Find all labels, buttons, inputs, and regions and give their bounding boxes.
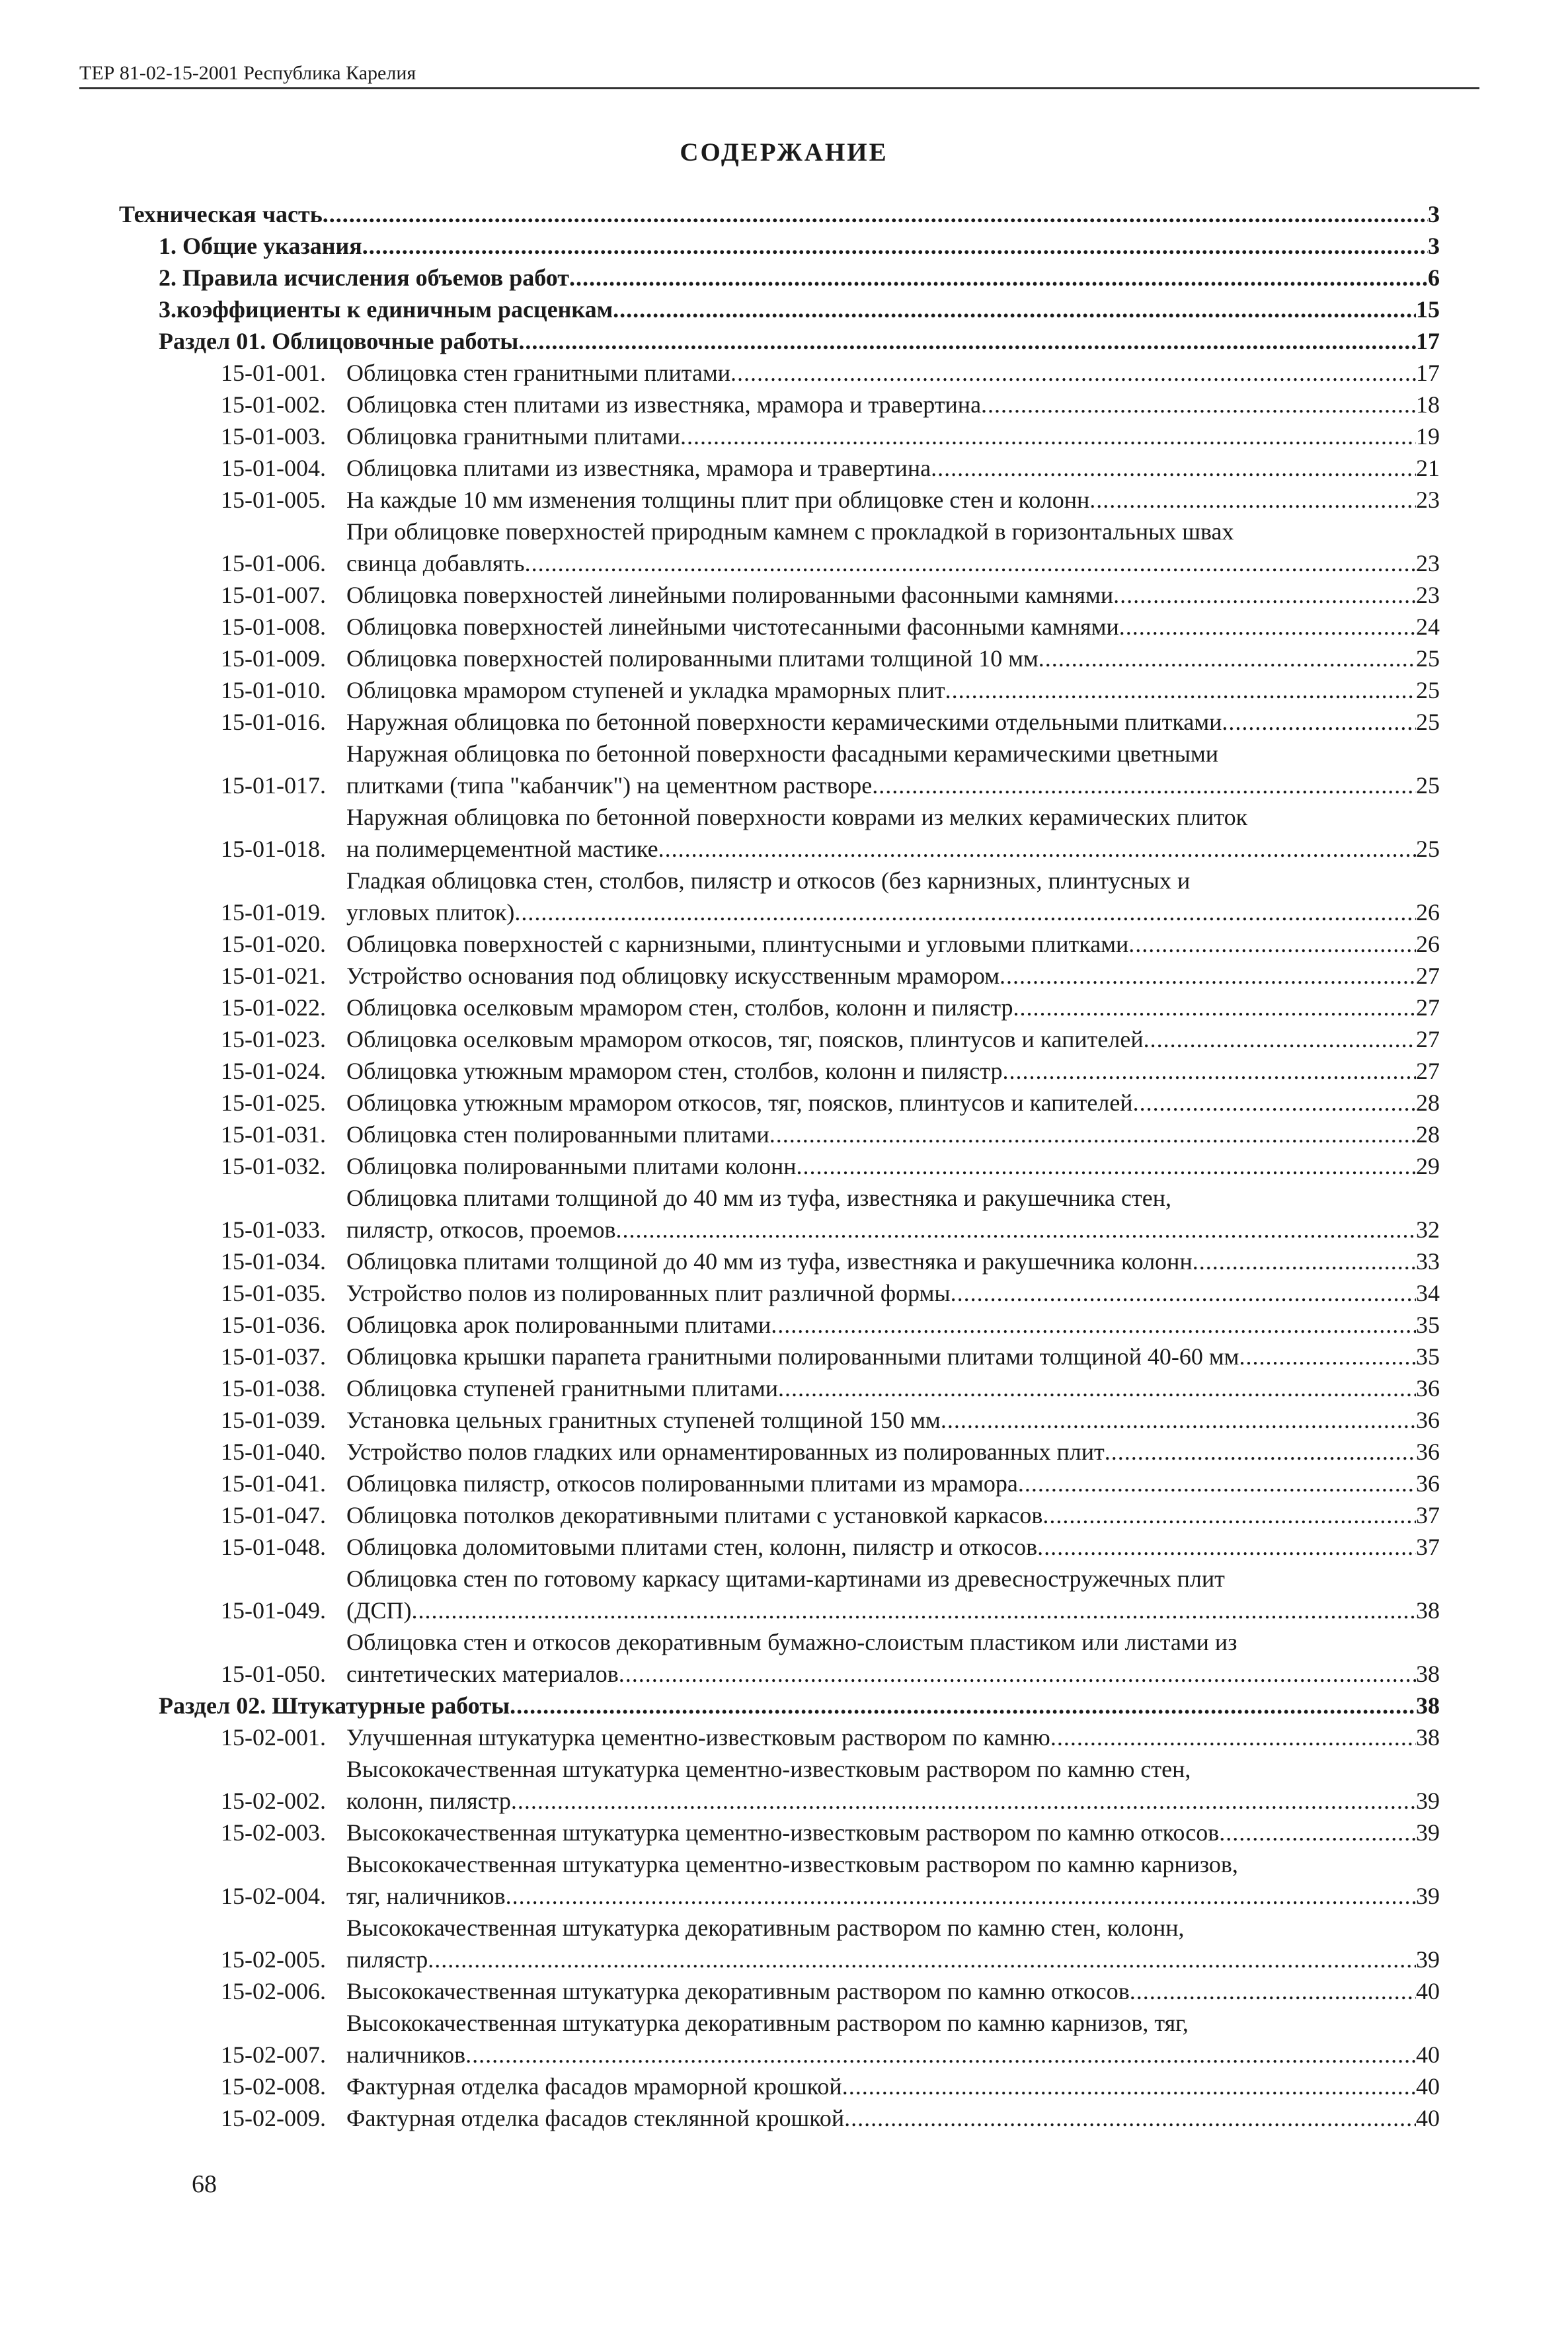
toc-entry-page: 38 (1416, 1692, 1440, 1719)
toc-entry-code: 15-01-007. (221, 582, 326, 608)
toc-entry-title: Облицовка утюжным мрамором откосов, тяг, поясков, плинтусов и капителей (346, 1089, 1133, 1116)
toc-entry-code: 15-01-033. (221, 1216, 326, 1243)
toc-entry-page: 18 (1416, 391, 1440, 418)
toc-entry-title: Облицовка плитами из известняка, мрамора и травертина (346, 455, 931, 481)
dot-leader (769, 1119, 1416, 1150)
dot-leader (525, 547, 1416, 579)
toc-entry-title: Раздел 02. Штукатурные работы (159, 1692, 510, 1719)
toc-entry-title: Облицовка полированными плитами колонн (346, 1153, 797, 1179)
toc-entry-code: 15-01-031. (221, 1121, 326, 1148)
toc-entry-title: (ДСП) (346, 1597, 412, 1624)
toc-entry (221, 1309, 1440, 1341)
toc-entry-title: Улучшенная штукатурка цементно-известковым раствором по камню (346, 1724, 1050, 1751)
toc-entry-title: Облицовка стен полированными плитами (346, 1121, 769, 1148)
toc-entry-title: наличников (346, 2041, 466, 2068)
toc-entry-page: 28 (1416, 1089, 1440, 1116)
dot-leader (615, 1214, 1416, 1245)
toc-entry-code: 15-01-025. (221, 1089, 326, 1116)
toc-entry-title: Облицовка ступеней гранитными плитами (346, 1375, 779, 1402)
toc-entry-page: 25 (1416, 645, 1440, 672)
toc-entry-title: Облицовка потолков декоративными плитами с установкой каркасов (346, 1502, 1043, 1528)
toc-entry-title-line: Высококачественная штукатурка декоративным раствором по камню стен, колонн, (346, 1915, 1185, 1941)
dot-leader (1133, 1087, 1416, 1119)
toc-entry (221, 484, 1440, 516)
toc-entry-code: 15-01-038. (221, 1375, 326, 1402)
toc-entry-title: Облицовка оселковым мрамором стен, столбов, колонн и пилястр (346, 994, 1013, 1021)
toc-entry (221, 674, 1440, 706)
toc-entry-title: Фактурная отделка фасадов стеклянной крошкой (346, 2105, 845, 2131)
toc-entry-page: 27 (1416, 994, 1440, 1021)
toc-entry-page: 26 (1416, 899, 1440, 926)
toc-entry (221, 579, 1440, 611)
toc-entry-page: 36 (1416, 1407, 1440, 1433)
dot-leader (619, 1658, 1416, 1690)
toc-entry-title: пилястр, откосов, проемов (346, 1216, 616, 1243)
toc-entry (221, 1531, 1440, 1563)
dot-leader (1193, 1245, 1416, 1277)
toc-entry-title: 2. Правила исчисления объемов работ (159, 264, 569, 291)
running-header: ТЕР 81-02-15-2001 Республика Карелия (79, 61, 1479, 89)
dot-leader (506, 1880, 1416, 1912)
toc-entry-page: 39 (1416, 1883, 1440, 1909)
dot-leader (730, 357, 1416, 389)
toc-entry-title: Раздел 01. Облицовочные работы (159, 328, 519, 354)
toc-entry-title: колонн, пилястр (346, 1788, 511, 1814)
dot-leader (842, 2071, 1416, 2102)
toc-entry-title: Фактурная отделка фасадов мраморной крошкой (346, 2073, 842, 2100)
toc-entry (221, 992, 1440, 1023)
toc-entry-title: Высококачественная штукатурка цементно-известковым раствором по камню откосов (346, 1819, 1220, 1846)
toc-entry-title: тяг, наличников (346, 1883, 506, 1909)
toc-entry-title: Облицовка арок полированными плитами (346, 1312, 771, 1338)
dot-leader (778, 1372, 1416, 1404)
toc-entry (221, 1436, 1440, 1468)
toc-entry-page: 39 (1416, 1946, 1440, 1973)
toc-entry-code: 15-01-032. (221, 1153, 326, 1179)
toc-entry-title: Устройство полов из полированных плит различной формы (346, 1280, 951, 1306)
toc-entry-title: Облицовка крышки парапета гранитными полированными плитами толщиной 40-60 мм (346, 1343, 1239, 1370)
toc-entry (221, 643, 1440, 674)
toc-section-entry (159, 262, 1440, 294)
toc-entry-title: Облицовка поверхностей полированными плитами толщиной 10 мм (346, 645, 1039, 672)
toc-entry-page: 24 (1416, 613, 1440, 640)
toc-entry-title-line: Облицовка плитами толщиной до 40 мм из туфа, известняка и ракушечника стен, (346, 1185, 1171, 1211)
toc-entry-title-line: Облицовка стен по готовому каркасу щитами-картинами из древесностружечных плит (346, 1565, 1225, 1592)
toc-entry (221, 1468, 1440, 1499)
toc-entry-title: Облицовка утюжным мрамором стен, столбов, колонн и пилястр (346, 1058, 1003, 1084)
toc-entry-title: Облицовка оселковым мрамором откосов, тяг, поясков, плинтусов и капителей (346, 1026, 1144, 1052)
toc-entry-title: Облицовка мрамором ступеней и укладка мраморных плит (346, 677, 945, 703)
dot-leader (931, 452, 1416, 484)
toc-entry-title: Облицовка поверхностей с карнизными, плинтусными и угловыми плитками (346, 931, 1129, 957)
toc-entry (221, 865, 1440, 928)
toc-entry-code: 15-02-007. (221, 2041, 326, 2068)
toc-section-entry (159, 325, 1440, 357)
toc-entry-code: 15-01-020. (221, 931, 326, 957)
toc-entry-title: Облицовка стен плитами из известняка, мрамора и травертина (346, 391, 982, 418)
toc-entry-code: 15-01-036. (221, 1312, 326, 1338)
toc-entry-title: синтетических материалов (346, 1661, 619, 1687)
toc-entry-code: 15-01-024. (221, 1058, 326, 1084)
toc-entry-title: Облицовка гранитными плитами (346, 423, 681, 450)
toc-entry-page: 29 (1416, 1153, 1440, 1179)
dot-leader (1119, 611, 1416, 643)
toc-entry (221, 452, 1440, 484)
toc-entry-page: 39 (1416, 1788, 1440, 1814)
toc-entry-code: 15-01-008. (221, 613, 326, 640)
toc-entry-page: 40 (1416, 1978, 1440, 2004)
dot-leader (518, 325, 1416, 357)
toc-entry-page: 35 (1416, 1343, 1440, 1370)
toc-entry-title: Облицовка поверхностей линейными чистотесанными фасонными камнями (346, 613, 1119, 640)
toc-entry (221, 1023, 1440, 1055)
toc-entry-page: 15 (1416, 296, 1440, 323)
toc-entry-code: 15-01-002. (221, 391, 326, 418)
toc-entry-page: 36 (1416, 1439, 1440, 1465)
dot-leader (658, 833, 1416, 865)
toc-entry (221, 1975, 1440, 2007)
toc-entry-code: 15-02-001. (221, 1724, 326, 1751)
dot-leader (941, 1404, 1416, 1436)
toc-entry-page: 35 (1416, 1312, 1440, 1338)
dot-leader (1037, 1531, 1416, 1563)
toc-entry-code: 15-01-048. (221, 1534, 326, 1560)
dot-leader (797, 1150, 1416, 1182)
dot-leader (362, 230, 1428, 262)
toc-entry-page: 27 (1416, 1058, 1440, 1084)
toc-entry (221, 1150, 1440, 1182)
dot-leader (1239, 1341, 1416, 1372)
toc-entry (221, 420, 1440, 452)
toc-entry-title: Высококачественная штукатурка декоративным раствором по камню откосов (346, 1978, 1130, 2004)
toc-entry-page: 17 (1416, 328, 1440, 354)
toc-entry (221, 1055, 1440, 1087)
dot-leader (1000, 960, 1416, 992)
toc-entry-title: свинца добавлять (346, 550, 525, 576)
toc-entry-title: 3.коэффициенты к единичным расценкам (159, 296, 613, 323)
toc-entry-page: 34 (1416, 1280, 1440, 1306)
dot-leader (1018, 1468, 1416, 1499)
toc-entry-title: Устройство полов гладких или орнаментированных из полированных плит (346, 1439, 1105, 1465)
dot-leader (771, 1309, 1416, 1341)
toc-entry (221, 1404, 1440, 1436)
dot-leader (323, 198, 1428, 230)
dot-leader (1002, 1055, 1416, 1087)
toc-entry-code: 15-02-004. (221, 1883, 326, 1909)
toc-entry-title: Наружная облицовка по бетонной поверхности керамическими отдельными плитками (346, 709, 1222, 735)
dot-leader (844, 2102, 1416, 2134)
toc-entry (221, 611, 1440, 643)
dot-leader (1105, 1436, 1416, 1468)
toc-entry-page: 25 (1416, 772, 1440, 799)
toc-entry-title: Облицовка стен гранитными плитами (346, 360, 730, 386)
toc-entry-page: 27 (1416, 1026, 1440, 1052)
toc-entry-page: 27 (1416, 963, 1440, 989)
toc-entry-title: Облицовка плитами толщиной до 40 мм из туфа, известняка и ракушечника колонн (346, 1248, 1193, 1275)
dot-leader (1144, 1023, 1416, 1055)
toc-entry (221, 1817, 1440, 1848)
dot-leader (1219, 1817, 1416, 1848)
toc-entry (221, 2007, 1440, 2071)
dot-leader (1013, 992, 1416, 1023)
toc-entry-code: 15-02-005. (221, 1946, 326, 1973)
toc-entry-title: Установка цельных гранитных ступеней толщиной 150 мм (346, 1407, 941, 1433)
toc-entry-page: 36 (1416, 1470, 1440, 1497)
toc-entry-code: 15-01-001. (221, 360, 326, 386)
toc-entry-page: 40 (1416, 2073, 1440, 2100)
toc-entry (221, 1087, 1440, 1119)
toc-entry-code: 15-01-018. (221, 836, 326, 862)
toc-section-entry (159, 1690, 1440, 1721)
dot-leader (1128, 928, 1416, 960)
dot-leader (951, 1277, 1416, 1309)
toc-entry (221, 389, 1440, 420)
toc-entry-page: 38 (1416, 1724, 1440, 1751)
dot-leader (872, 770, 1416, 801)
dot-leader (981, 389, 1416, 420)
toc-entry-page: 23 (1416, 582, 1440, 608)
toc-entry-page: 38 (1416, 1661, 1440, 1687)
toc-entry-title: На каждые 10 мм изменения толщины плит при облицовке стен и колонн (346, 487, 1090, 513)
toc-entry-title-line: Высококачественная штукатурка цементно-известковым раствором по камню стен, (346, 1756, 1191, 1782)
toc-entry-page: 25 (1416, 709, 1440, 735)
toc-entry (221, 1182, 1440, 1245)
toc-entry-code: 15-02-003. (221, 1819, 326, 1846)
toc-entry-page: 40 (1416, 2105, 1440, 2131)
toc-entry-code: 15-01-009. (221, 645, 326, 672)
dot-leader (428, 1944, 1416, 1975)
toc-entry-code: 15-02-009. (221, 2105, 326, 2131)
dot-leader (1089, 484, 1416, 516)
toc-entry-code: 15-02-006. (221, 1978, 326, 2004)
dot-leader (613, 294, 1416, 325)
toc-entry-title: Устройство основания под облицовку искусственным мрамором (346, 963, 1000, 989)
toc-entry-page: 33 (1416, 1248, 1440, 1275)
toc-entry-title-line: Наружная облицовка по бетонной поверхности фасадными керамическими цветными (346, 740, 1218, 767)
toc-entry (221, 1372, 1440, 1404)
toc-section-entry (159, 294, 1440, 325)
toc-entry (221, 1626, 1440, 1690)
dot-leader (1050, 1721, 1416, 1753)
dot-leader (1039, 643, 1416, 674)
toc-entry-page: 23 (1416, 487, 1440, 513)
toc-entry-code: 15-01-010. (221, 677, 326, 703)
toc-entry-page: 28 (1416, 1121, 1440, 1148)
toc-entry-page: 32 (1416, 1216, 1440, 1243)
toc-entry-page: 21 (1416, 455, 1440, 481)
toc-entry-title: Облицовка поверхностей линейными полированными фасонными камнями (346, 582, 1114, 608)
toc-entry (221, 357, 1440, 389)
toc-entry-page: 26 (1416, 931, 1440, 957)
toc-entry-code: 15-01-040. (221, 1439, 326, 1465)
toc-entry-page: 36 (1416, 1375, 1440, 1402)
toc-entry-title-line: Наружная облицовка по бетонной поверхности коврами из мелких керамических плиток (346, 804, 1248, 830)
toc-entry (221, 738, 1440, 801)
toc-entry (221, 1119, 1440, 1150)
toc-entry-title: Облицовка доломитовыми плитами стен, колонн, пилястр и откосов (346, 1534, 1038, 1560)
toc-entry-title: Облицовка пилястр, откосов полированными плитами из мрамора (346, 1470, 1018, 1497)
toc-entry (221, 1753, 1440, 1817)
toc-entry-code: 15-01-021. (221, 963, 326, 989)
toc-entry-title-line: При облицовке поверхностей природным камнем с прокладкой в горизонтальных швах (346, 518, 1234, 545)
toc-entry-title-line: Высококачественная штукатурка декоративным раствором по камню карнизов, тяг, (346, 2010, 1189, 2036)
toc-entry-code: 15-01-050. (221, 1661, 326, 1687)
toc-entry-page: 40 (1416, 2041, 1440, 2068)
dot-leader (1042, 1499, 1416, 1531)
toc-entry (221, 2071, 1440, 2102)
toc-entry-page: 37 (1416, 1502, 1440, 1528)
toc-entry (221, 1848, 1440, 1912)
page-title: СОДЕРЖАНИЕ (680, 138, 888, 167)
toc-entry-code: 15-01-039. (221, 1407, 326, 1433)
toc-entry-page: 39 (1416, 1819, 1440, 1846)
toc-entry-page: 3 (1428, 233, 1440, 259)
toc-entry-title-line: Гладкая облицовка стен, столбов, пилястр и откосов (без карнизных, плинтусных и (346, 867, 1191, 894)
toc-section-entry (159, 230, 1440, 262)
toc-entry-title-line: Высококачественная штукатурка цементно-известковым раствором по камню карнизов, (346, 1851, 1238, 1877)
toc-entry-page: 25 (1416, 677, 1440, 703)
dot-leader (680, 420, 1416, 452)
toc-entry (221, 1277, 1440, 1309)
toc-entry (221, 1912, 1440, 1975)
toc-entry-page: 19 (1416, 423, 1440, 450)
toc-entry-code: 15-02-002. (221, 1788, 326, 1814)
toc-entry-code: 15-01-016. (221, 709, 326, 735)
toc-entry-code: 15-01-034. (221, 1248, 326, 1275)
page-number: 68 (192, 2170, 217, 2198)
dot-leader (510, 1690, 1416, 1721)
toc-entry-code: 15-01-049. (221, 1597, 326, 1624)
toc-entry-page: 6 (1428, 264, 1440, 291)
toc-entry-code: 15-01-004. (221, 455, 326, 481)
toc-entry (221, 801, 1440, 865)
dot-leader (1113, 579, 1416, 611)
toc-entry-page: 3 (1428, 201, 1440, 227)
toc-entry-page: 17 (1416, 360, 1440, 386)
toc-entry-page: 25 (1416, 836, 1440, 862)
toc-entry (221, 706, 1440, 738)
toc-entry-title: угловых плиток) (346, 899, 515, 926)
toc-entry-code: 15-01-041. (221, 1470, 326, 1497)
toc-entry-page: 38 (1416, 1597, 1440, 1624)
toc-entry (221, 1721, 1440, 1753)
toc-entry-page: 37 (1416, 1534, 1440, 1560)
dot-leader (465, 2039, 1416, 2071)
toc-entry (221, 2102, 1440, 2134)
toc-entry (221, 1341, 1440, 1372)
dot-leader (511, 1785, 1416, 1817)
toc-entry-title: на полимерцементной мастике (346, 836, 658, 862)
dot-leader (569, 262, 1428, 294)
toc-section-entry (119, 198, 1440, 230)
toc-entry (221, 928, 1440, 960)
toc-entry-code: 15-01-047. (221, 1502, 326, 1528)
dot-leader (514, 896, 1416, 928)
toc-entry-title-line: Облицовка стен и откосов декоративным бумажно-слоистым пластиком или листами из (346, 1629, 1237, 1655)
toc-entry-page: 23 (1416, 550, 1440, 576)
toc-entry (221, 516, 1440, 579)
toc-entry-code: 15-01-022. (221, 994, 326, 1021)
toc-entry-code: 15-01-019. (221, 899, 326, 926)
toc-entry-title: 1. Общие указания (159, 233, 362, 259)
toc-entry (221, 1499, 1440, 1531)
toc-entry-code: 15-01-023. (221, 1026, 326, 1052)
toc-entry (221, 1563, 1440, 1626)
toc-entry-title: пилястр (346, 1946, 428, 1973)
toc-entry-title: Техническая часть (119, 201, 323, 227)
toc-entry-code: 15-02-008. (221, 2073, 326, 2100)
toc-entry-code: 15-01-003. (221, 423, 326, 450)
toc-entry-code: 15-01-005. (221, 487, 326, 513)
toc-entry-code: 15-01-037. (221, 1343, 326, 1370)
dot-leader (412, 1595, 1416, 1626)
toc-entry (221, 1245, 1440, 1277)
toc-entry-code: 15-01-035. (221, 1280, 326, 1306)
toc-entry (221, 960, 1440, 992)
toc-entry-title: плитками (типа "кабанчик") на цементном растворе (346, 772, 873, 799)
dot-leader (945, 674, 1416, 706)
dot-leader (1222, 706, 1416, 738)
toc-entry-code: 15-01-006. (221, 550, 326, 576)
toc-entry-code: 15-01-017. (221, 772, 326, 799)
dot-leader (1130, 1975, 1416, 2007)
